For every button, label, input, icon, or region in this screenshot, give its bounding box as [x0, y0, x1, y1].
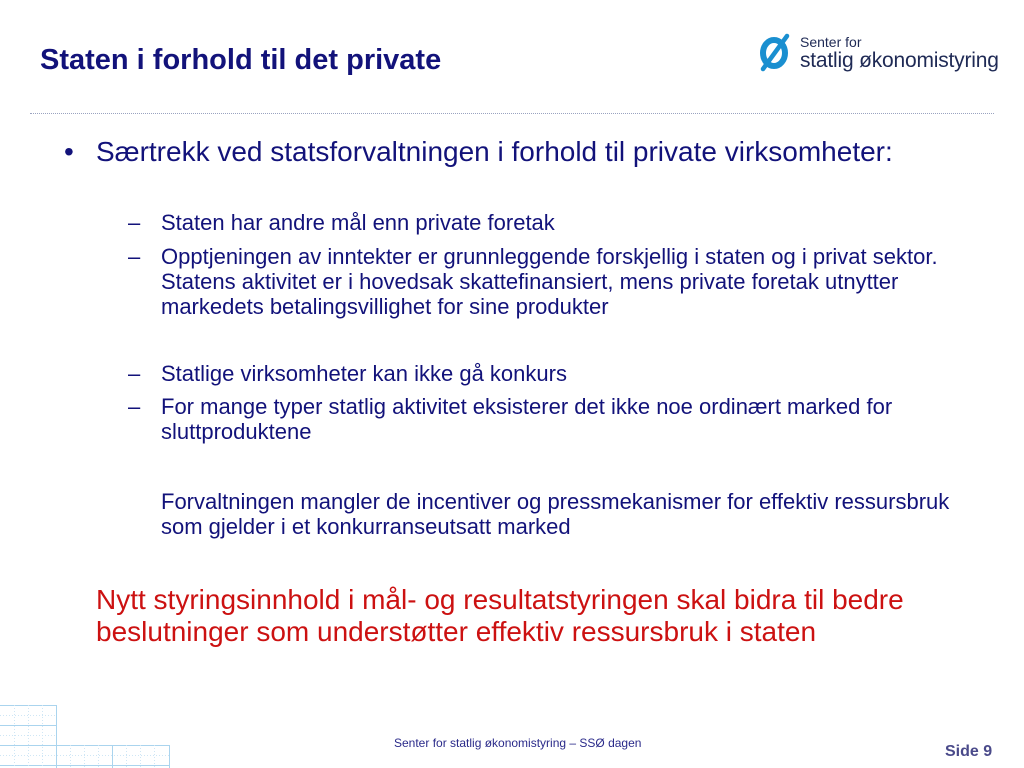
- slashed-o-logo-icon: [758, 32, 792, 72]
- sub-item: [128, 210, 978, 235]
- dash-symbol: –: [128, 210, 141, 235]
- sub-item: [128, 244, 978, 319]
- sub-item-text: Opptjeningen av inntekter er grunnleggende forskjellig i staten og i privat sektor. Statens aktivitet er i hovedsak skattefinansiert, mens private foretak utnytter markedets betalingsvillighet for sine produkter: [161, 244, 938, 319]
- explanation-paragraph: Forvaltningen mangler de incentiver og pressmekanismer for effektiv ressursbruk som gjelder i et konkurranseutsatt marked: [161, 489, 950, 539]
- highlight-statement: Nytt styringsinnhold i mål- og resultatstyringen skal bidra til bedre beslutninger som understøtter effektiv ressursbruk i staten: [96, 584, 904, 647]
- main-bullet: [64, 136, 924, 168]
- decorative-grid: [0, 703, 180, 768]
- dash-symbol: –: [128, 394, 141, 419]
- dash-symbol: –: [128, 361, 141, 386]
- main-bullet-text: Særtrekk ved statsforvaltningen i forhold til private virksomheter:: [96, 136, 893, 167]
- bullet-symbol: •: [64, 136, 74, 167]
- sub-item-text: For mange typer statlig aktivitet eksisterer det ikke noe ordinært marked for sluttproduktene: [161, 394, 893, 444]
- sub-item: [128, 394, 978, 444]
- organization-logo: [758, 32, 1003, 74]
- sub-item-text: Staten har andre mål enn private foretak: [161, 210, 555, 235]
- title-divider: [30, 113, 994, 114]
- slide-title: Staten i forhold til det private: [40, 44, 442, 76]
- logo-text-line2: statlig økonomistyring: [800, 49, 999, 72]
- sub-item-text: Statlige virksomheter kan ikke gå konkurs: [161, 361, 567, 386]
- logo-text-line1: Senter for: [800, 34, 862, 50]
- page-number: Side 9: [945, 743, 993, 760]
- sub-item: [128, 361, 978, 386]
- dash-symbol: –: [128, 244, 141, 269]
- footer-text: Senter for statlig økonomistyring – SSØ dagen: [394, 736, 642, 750]
